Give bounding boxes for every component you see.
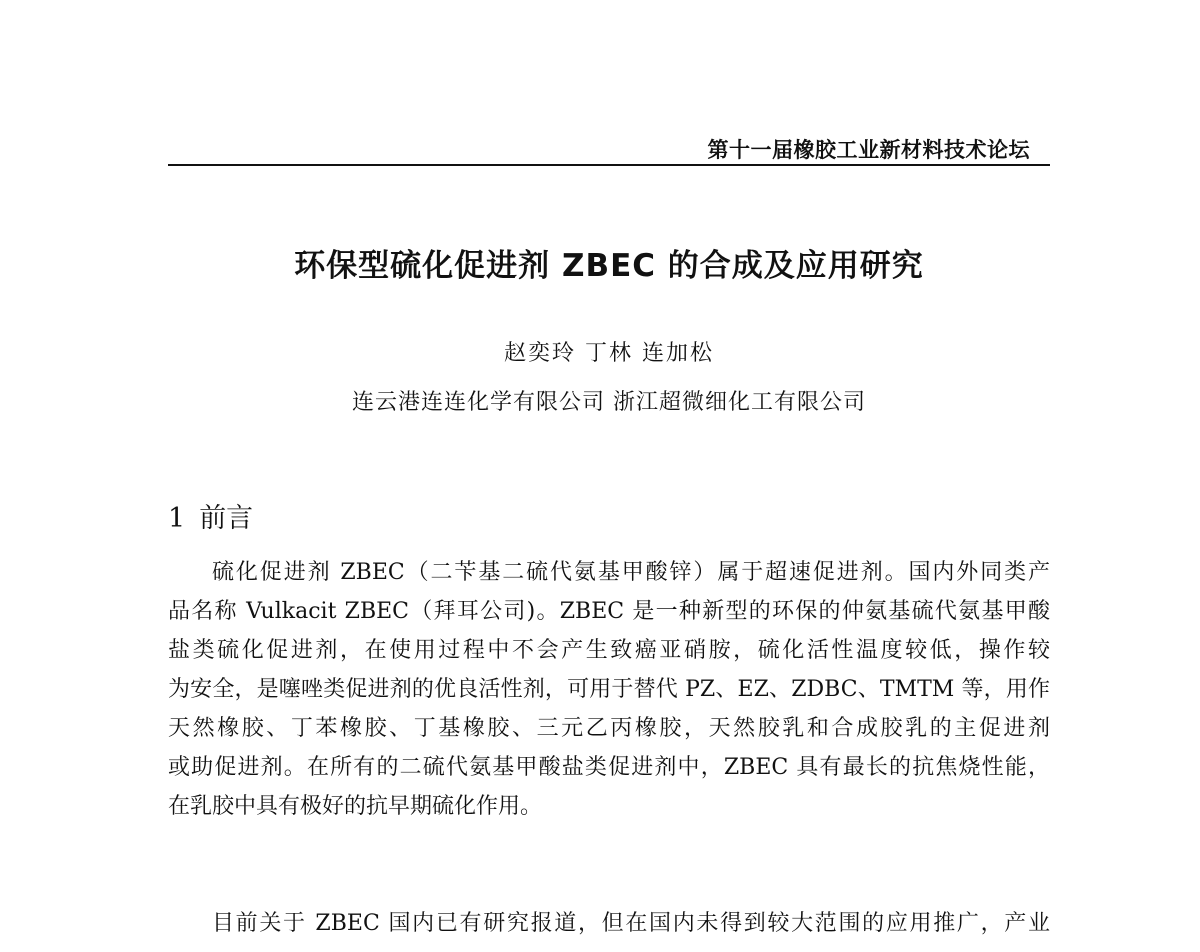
paragraph-line: 品名称 Vulkacit ZBEC（拜耳公司)。ZBEC 是一种新型的环保的仲氨基硫代氨基甲酸: [168, 599, 1050, 624]
running-header: [168, 128, 1050, 166]
paragraph-line: 为安全，是噻唑类促进剂的优良活性剂，可用于替代 PZ、EZ、ZDBC、TMTM 等，用作: [168, 677, 1050, 702]
section-heading-text: 前言: [199, 503, 254, 534]
paragraph-1: [168, 553, 1050, 826]
paragraph-line: 或助促进剂。在所有的二硫代氨基甲酸盐类促进剂中，ZBEC 具有最长的抗焦烧性能，: [168, 755, 1050, 780]
paragraph-2: [168, 904, 1050, 943]
paragraph-line: 在乳胶中具有极好的抗早期硫化作用。: [168, 794, 543, 819]
paragraph-line: 天然橡胶、丁苯橡胶、丁基橡胶、三元乙丙橡胶，天然胶乳和合成胶乳的主促进剂: [168, 716, 1050, 741]
paper-title: 环保型硫化促进剂 ZBEC 的合成及应用研究: [294, 248, 924, 284]
running-header-text: 第十一届橡胶工业新材料技术论坛: [707, 138, 1030, 162]
section-heading: [168, 496, 253, 535]
paragraph-line: 盐类硫化促进剂，在使用过程中不会产生致癌亚硝胺，硫化活性温度较低，操作较: [168, 638, 1050, 663]
affiliation: 连云港连连化学有限公司 浙江超微细化工有限公司: [352, 390, 866, 415]
authors: 赵奕玲 丁林 连加松: [504, 341, 714, 366]
paragraph-line: 硫化促进剂 ZBEC（二苄基二硫代氨基甲酸锌）属于超速促进剂。国内外同类产: [212, 560, 1050, 585]
paragraph-line: 目前关于 ZBEC 国内已有研究报道，但在国内未得到较大范围的应用推广，产业: [212, 911, 1050, 936]
section-number: 1: [168, 503, 186, 534]
